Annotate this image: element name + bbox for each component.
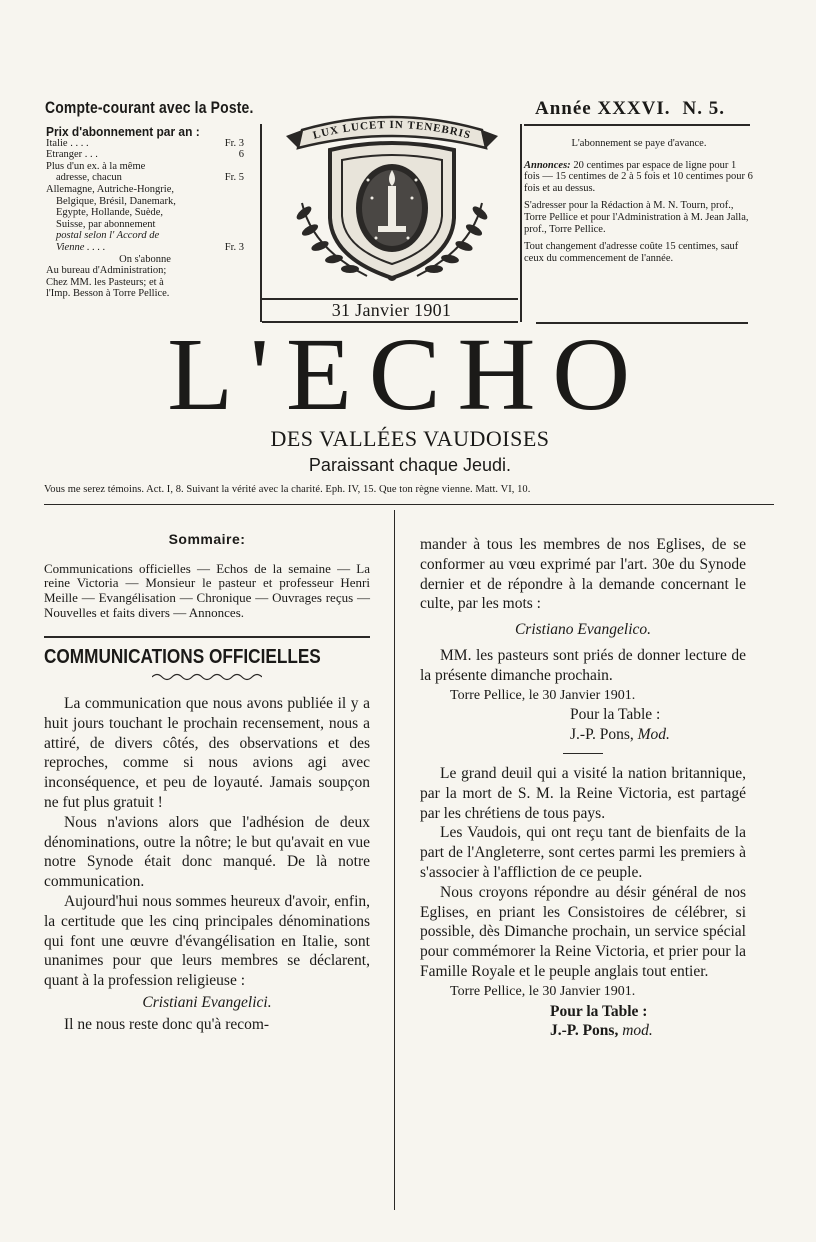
countries-line: Allemagne, Autriche-Hongrie, <box>46 183 174 195</box>
article-quote: Cristiano Evangelico. <box>514 621 652 639</box>
subscribe-line: Au bureau d'Administration; <box>46 265 167 277</box>
sommaire-body: Communications officielles — Echos de la semaine — La reine Victoria — Monsieur le pasteur et professeur Henri Meille — Evangélisation — Chronique — Ouvrages reçus — Nouvelles et faits divers — Annonces. <box>44 560 370 620</box>
article-paragraph: Nous n'avions alors que l'adhésion de deux dénominations, outre la nôtre; le but qu'avait en vue notre Synode était donc manqué. De là notre communication. <box>44 813 370 891</box>
column-rule <box>394 510 395 1210</box>
place-date: Torre Pellice, le 30 Janvier 1901. <box>450 687 636 703</box>
title-rule <box>44 504 774 505</box>
address-notice: S'adresser pour la Rédaction à M. N. Tourn, prof., Torre Pellice et pour l'Administration à M. Jean Jalla, prof., Torre Pellice. <box>524 200 749 235</box>
left-column <box>44 530 370 1035</box>
article-paragraph: Nous croyons répondre au désir général de nos Eglises, en priant les Consistoires de célébrer, si possible, dès Dimanche prochain, un service spécial pour commémorer la Reine Victoria, et prier pour la Famille Royale et le peuple anglais tout entier. <box>420 883 746 980</box>
article-paragraph: MM. les pasteurs sont priés de donner lecture de la présente dimanche prochain. <box>420 646 746 684</box>
article-paragraph: La communication que nous avons publiée il y a huit jours touchant le prochain recensement, nous a attiré, de divers côtés, des observations et des reproches, comme si nous avions agi avec inconséquence, et peu de loyauté. Jamais soupçon ne fut plus gratuit ! <box>44 694 370 811</box>
box-rule <box>520 124 522 322</box>
newspaper-title: L'ECHO <box>167 317 647 432</box>
newspaper-subtitle: DES VALLÉES VAUDOISES <box>270 426 550 451</box>
advance-notice: L'abonnement se paye d'avance. <box>571 138 707 149</box>
signature-name: J.-P. Pons, Mod. <box>570 726 670 744</box>
subscribe-line: l'Imp. Besson à Torre Pellice. <box>46 288 170 300</box>
ornament-squiggle <box>152 672 262 682</box>
change-notice: Tout changement d'adresse coûte 15 centimes, sauf ceux du commencement de l'année. <box>524 241 739 264</box>
countries-line: postal selon l' Accord de <box>56 230 160 242</box>
box-rule <box>260 124 262 322</box>
price-row: Vienne . . . . Fr. 3 <box>56 241 244 253</box>
countries-line: Suisse, par abonnement <box>56 218 156 230</box>
subscribe-line: Chez MM. les Pasteurs; et à <box>46 276 164 288</box>
article-paragraph: Le grand deuil qui a visité la nation britannique, par la mort de S. M. la Reine Victoria, est partagé par les chrétiens de tous pays. <box>420 764 746 822</box>
subscribe-line: On s'abonne <box>119 253 171 265</box>
article-quote: Cristiani Evangelici. <box>142 993 272 1011</box>
emblem-motto: LUX LUCET IN TENEBRIS <box>311 118 473 142</box>
subscription-box <box>46 126 244 300</box>
ads-notice: Annonces: 20 centimes par espace de ligne pour 1 fois — 15 centimes de 2 à 5 fois et 10 centimes pour 6 fois et au dessus. <box>524 159 753 194</box>
sommaire-heading: Sommaire: <box>168 531 246 547</box>
article-separator <box>563 753 603 754</box>
article-paragraph: Les Vaudois, qui ont reçu tant de bienfaits de la part de l'Angleterre, sont certes parmi les premiers à s'associer à l'affliction de ce peuple. <box>420 824 746 881</box>
year-label: Année XXXVI. <box>535 98 671 119</box>
scripture-motto: Vous me serez témoins. Act. I, 8. Suivant la vérité avec la charité. Eph. IV, 15. Que ton règne vienne. Matt. VI, 10. <box>44 484 531 495</box>
right-column <box>420 535 746 1041</box>
subscription-heading: Prix d'abonnement par an : <box>46 124 200 139</box>
signature-line: Pour la Table : <box>570 706 661 724</box>
multi-copy-line: Plus d'un ex. à la même <box>46 160 146 172</box>
issue-date: 31 Janvier 1901 <box>331 300 452 320</box>
price-row: Italie . . . . Fr. 3 <box>46 137 244 149</box>
waldensian-emblem <box>272 108 512 293</box>
section-heading: COMMUNICATIONS OFFICIELLES <box>44 646 321 669</box>
article-paragraph: Aujourd'hui nous sommes heureux d'avoir, enfin, la certitude que les cinq principales dénominations qui font une œuvre d'évangélisation en Italie, sont unanimes pour que leurs membres se déclarent, quant à la profession religieuse : <box>44 892 370 990</box>
postal-account-note: Compte-courant avec la Poste. <box>45 98 254 117</box>
place-date: Torre Pellice, le 30 Janvier 1901. <box>450 983 636 999</box>
price-row: Etranger . . . 6 <box>46 149 244 161</box>
signature-line: Pour la Table : <box>550 1002 648 1020</box>
issue-number: N. 5. <box>682 98 725 119</box>
countries-line: Belgique, Brésil, Danemark, <box>56 195 176 207</box>
price-row: adresse, chacun Fr. 5 <box>56 172 244 184</box>
notices-box <box>524 138 754 270</box>
section-rule <box>44 636 370 638</box>
publication-frequency: Paraissant chaque Jeudi. <box>308 455 512 475</box>
article-paragraph: Il ne nous reste donc qu'à recom- <box>64 1015 270 1033</box>
article-paragraph: mander à tous les membres de nos Eglises, de se conformer au vœu exprimé par l'art. 30e du Synode dernier et de répondre à la demande concernant le culte, par les mots : <box>420 536 746 613</box>
box-rule <box>524 124 750 126</box>
issue-info <box>535 98 725 120</box>
signature-name: J.-P. Pons, mod. <box>550 1022 653 1040</box>
countries-line: Egypte, Hollande, Suède, <box>56 207 164 219</box>
